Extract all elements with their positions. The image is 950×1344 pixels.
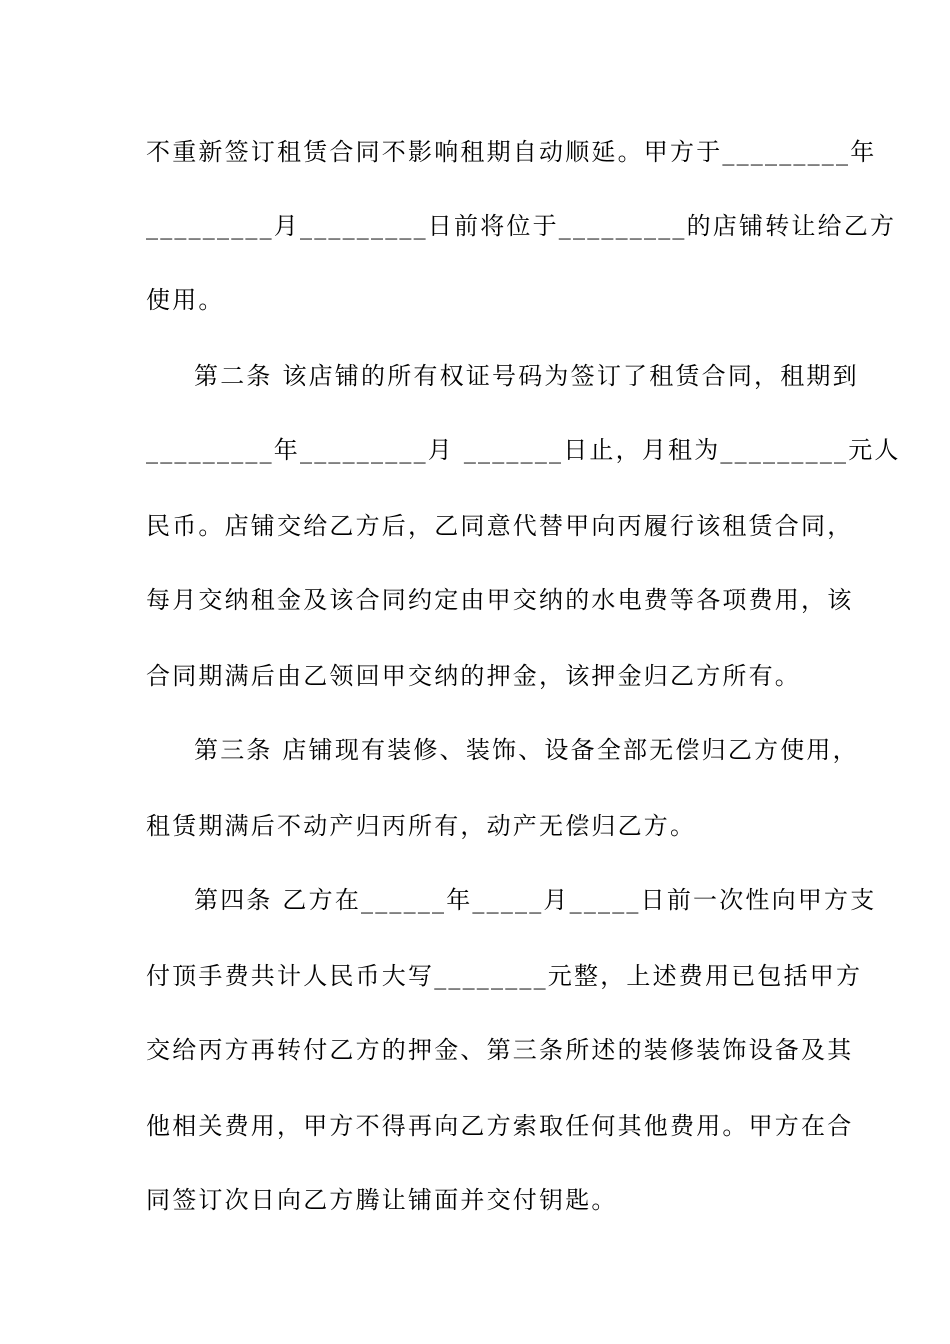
article-4-line-3: 交给丙方再转付乙方的押金、第三条所述的装修装饰设备及其 <box>146 1036 854 1064</box>
article-2-line-2: _________年_________月 _______日止，月租为_________元人 <box>146 436 901 464</box>
article-4-line-4: 他相关费用，甲方不得再向乙方索取任何其他费用。甲方在合 <box>146 1112 854 1140</box>
article-2-line-3: 民币。店铺交给乙方后，乙同意代替甲向丙履行该租赁合同， <box>146 512 854 540</box>
article-4-line-1: 第四条 乙方在______年_____月_____日前一次性向甲方支 <box>194 886 877 914</box>
article-2-line-1: 第二条 该店铺的所有权证号码为签订了租赁合同，租期到 <box>194 362 859 390</box>
article-4-line-5: 同签订次日向乙方腾让铺面并交付钥匙。 <box>146 1186 618 1214</box>
article-3-line-1: 第三条 店铺现有装修、装饰、设备全部无偿归乙方使用， <box>194 736 859 764</box>
article-2-line-4: 每月交纳租金及该合同约定由甲交纳的水电费等各项费用，该 <box>146 586 854 614</box>
text-line-1: 不重新签订租赁合同不影响租期自动顺延。甲方于_________年 <box>146 138 877 166</box>
text-line-3: 使用。 <box>146 286 225 314</box>
article-2-line-5: 合同期满后由乙领回甲交纳的押金，该押金归乙方所有。 <box>146 662 801 690</box>
article-3-line-2: 租赁期满后不动产归丙所有，动产无偿归乙方。 <box>146 812 697 840</box>
text-line-2: _________月_________日前将位于_________的店铺转让给乙方 <box>146 212 897 240</box>
article-4-line-2: 付顶手费共计人民币大写________元整，上述费用已包括甲方 <box>146 962 863 990</box>
